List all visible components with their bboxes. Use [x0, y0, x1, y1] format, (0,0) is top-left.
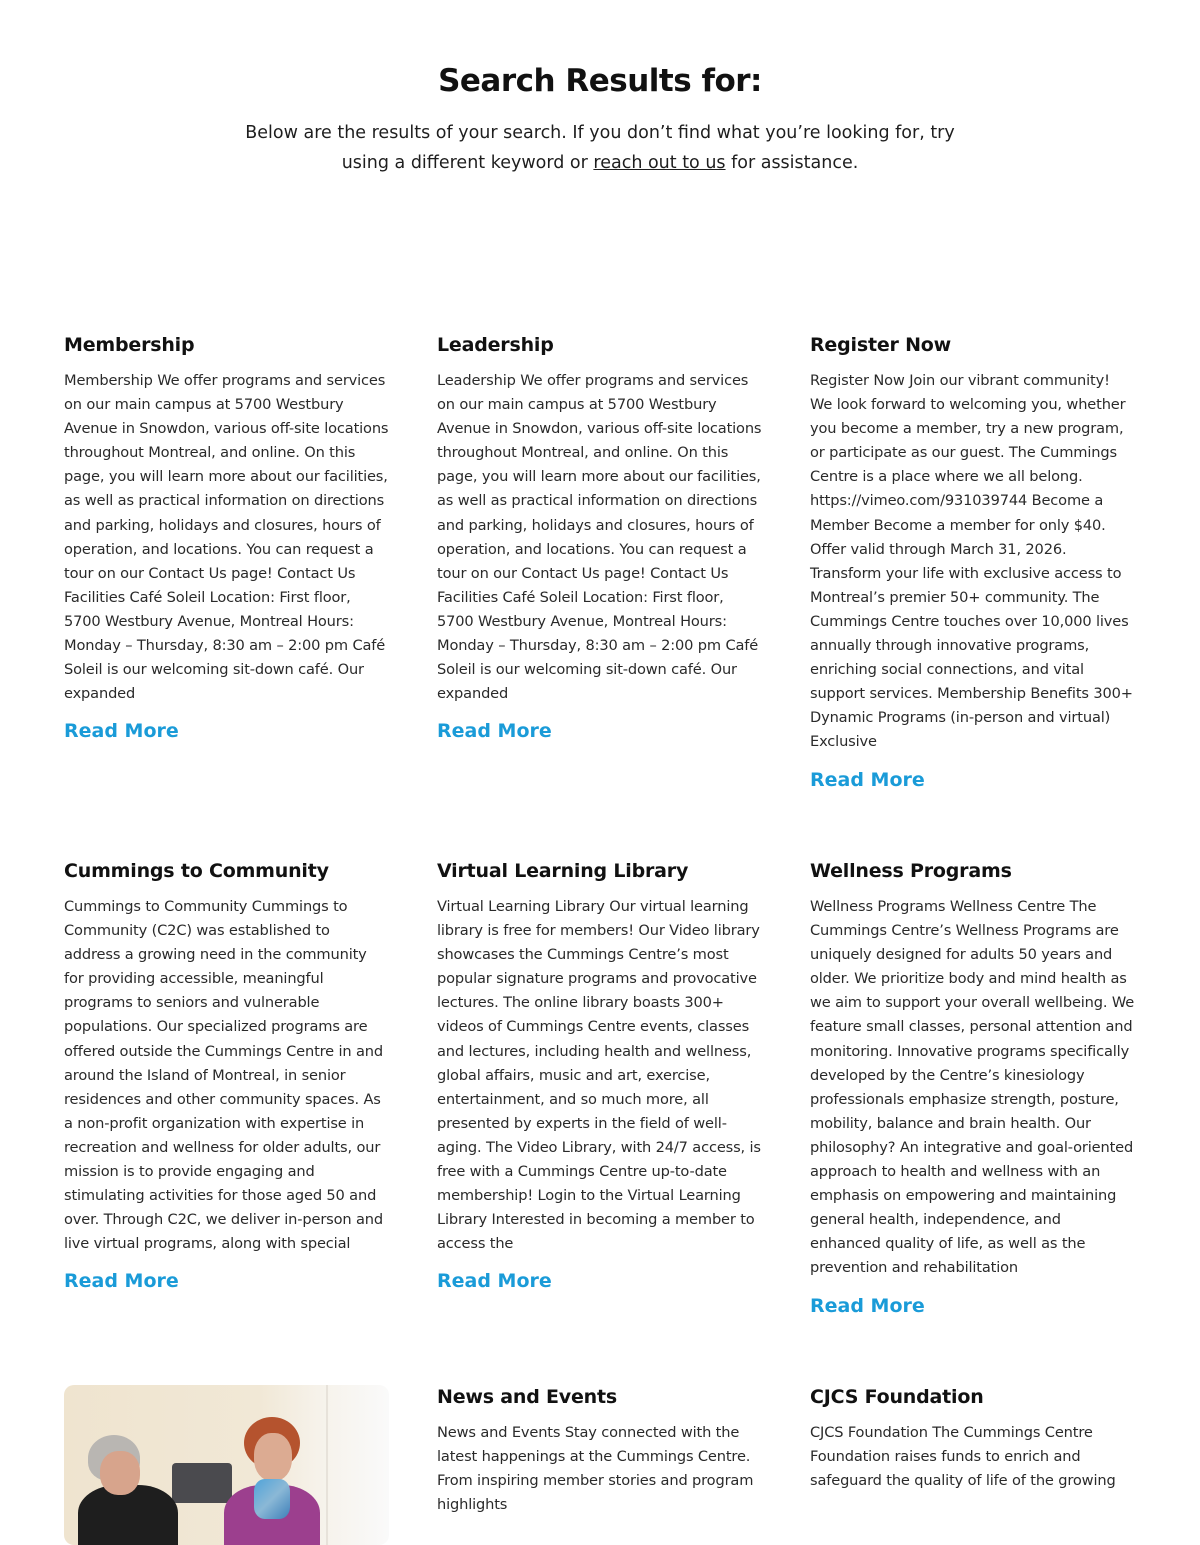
chair-shape [172, 1463, 232, 1503]
result-title[interactable]: Wellness Programs [810, 860, 1012, 882]
read-more-link[interactable]: Read More [437, 720, 552, 743]
result-image[interactable] [64, 1385, 389, 1545]
read-more-link[interactable]: Read More [437, 1270, 552, 1293]
search-intro [240, 118, 960, 178]
result-excerpt: Register Now Join our vibrant community! We look forward to welcoming you, whether you become a member, try a new program, or participate as our guest. The Cummings Centre is a place where we all belong. https://vimeo.com/931039744 Become a Member Become a member for only $40. Offer valid through March 31, 2026. Transform your life with exclusive access to Montreal’s premier 50+ community. The Cummings Centre touches over 10,000 lives annually through innovative programs, enriching social connections, and vital support services. Membership Benefits 300+ Dynamic Programs (in-person and virtual) Exclusive [810, 372, 1133, 751]
results-row [64, 1385, 1135, 1545]
read-more-link[interactable]: Read More [810, 768, 925, 791]
result-excerpt: Leadership We offer programs and services on our main campus at 5700 Westbury Avenue in Snowdon, various off-site locations throughout Montreal, and online. On this page, you will learn more about our facilities, as well as practical information on directions and parking, holidays and closures, hours of operation, and locations. You can request a tour on our Contact Us page! Contact Us Facilities Café Soleil Location: First floor, 5700 Westbury Avenue, Montreal Hours: Monday – Thursday, 8:30 am – 2:00 pm Café Soleil is our welcoming sit-down café. Our expanded [437, 372, 762, 703]
result-card [810, 1385, 1135, 1545]
result-card [810, 333, 1135, 792]
results-row [64, 859, 1135, 1318]
result-card [64, 859, 389, 1318]
page-title: Search Results for: [438, 63, 762, 99]
result-card [64, 333, 389, 792]
result-card [437, 1385, 762, 1545]
results-row [64, 333, 1135, 792]
result-title[interactable]: Register Now [810, 334, 951, 356]
search-header [0, 0, 1200, 178]
result-title[interactable]: Leadership [437, 334, 554, 356]
result-title[interactable]: CJCS Foundation [810, 1386, 984, 1408]
result-excerpt: CJCS Foundation The Cummings Centre Foundation raises funds to enrich and safeguard the quality of life of the growing [810, 1424, 1116, 1490]
result-card [64, 1385, 389, 1545]
result-excerpt: Membership We offer programs and services on our main campus at 5700 Westbury Avenue in Snowdon, various off-site locations throughout Montreal, and online. On this page, you will learn more about our facilities, as well as practical information on directions and parking, holidays and closures, hours of operation, and locations. You can request a tour on our Contact Us page! Contact Us Facilities Café Soleil Location: First floor, 5700 Westbury Avenue, Montreal Hours: Monday – Thursday, 8:30 am – 2:00 pm Café Soleil is our welcoming sit-down café. Our expanded [64, 372, 389, 703]
scarf-shape [254, 1479, 290, 1519]
intro-text-before: Below are the results of your search. If you don’t find what you’re looking for, try using a different keyword or [245, 123, 955, 173]
person-left-body [78, 1485, 178, 1545]
person-left-face [100, 1451, 140, 1495]
result-excerpt: Virtual Learning Library Our virtual learning library is free for members! Our Video library showcases the Cummings Centre’s most popular signature programs and provocative lectures. The online library boasts 300+ videos of Cummings Centre events, classes and lectures, including health and wellness, global affairs, music and art, exercise, entertainment, and so much more, all presented by experts in the field of well-aging. The Video Library, with 24/7 access, is free with a Cummings Centre up-to-date membership! Login to the Virtual Learning Library Interested in becoming a member to access the [437, 898, 761, 1253]
read-more-link[interactable]: Read More [64, 720, 179, 743]
result-excerpt: News and Events Stay connected with the latest happenings at the Cummings Centre. From inspiring member stories and program highlights [437, 1424, 754, 1514]
wall-edge [326, 1385, 328, 1545]
read-more-link[interactable]: Read More [64, 1270, 179, 1293]
result-card [437, 333, 762, 792]
result-title[interactable]: News and Events [437, 1386, 617, 1408]
result-title[interactable]: Virtual Learning Library [437, 860, 689, 882]
result-card [810, 859, 1135, 1318]
result-excerpt: Cummings to Community Cummings to Community (C2C) was established to address a growing need in the community for providing accessible, meaningful programs to seniors and vulnerable populations. Our specialized programs are offered outside the Cummings Centre in and around the Island of Montreal, in senior residences and other community spaces. As a non-profit organization with expertise in recreation and wellness for older adults, our mission is to provide engaging and stimulating activities for those aged 50 and over. Through C2C, we deliver in-person and live virtual programs, along with special [64, 898, 383, 1253]
intro-text-after: for assistance. [725, 153, 859, 173]
result-card [437, 859, 762, 1318]
result-title[interactable]: Membership [64, 334, 195, 356]
reach-out-link[interactable]: reach out to us [593, 153, 726, 173]
read-more-link[interactable]: Read More [810, 1294, 925, 1317]
person-right-face [254, 1433, 292, 1481]
result-excerpt: Wellness Programs Wellness Centre The Cummings Centre’s Wellness Programs are uniquely designed for adults 50 years and older. We prioritize body and mind health as we aim to support your overall wellbeing. We feature small classes, personal attention and monitoring. Innovative programs specifically developed by the Centre’s kinesiology professionals emphasize strength, posture, mobility, balance and brain health. Our philosophy? An integrative and goal-oriented approach to health and wellness with an emphasis on empowering and maintaining general health, independence, and enhanced quality of life, as well as the prevention and rehabilitation [810, 898, 1135, 1277]
result-title[interactable]: Cummings to Community [64, 860, 329, 882]
